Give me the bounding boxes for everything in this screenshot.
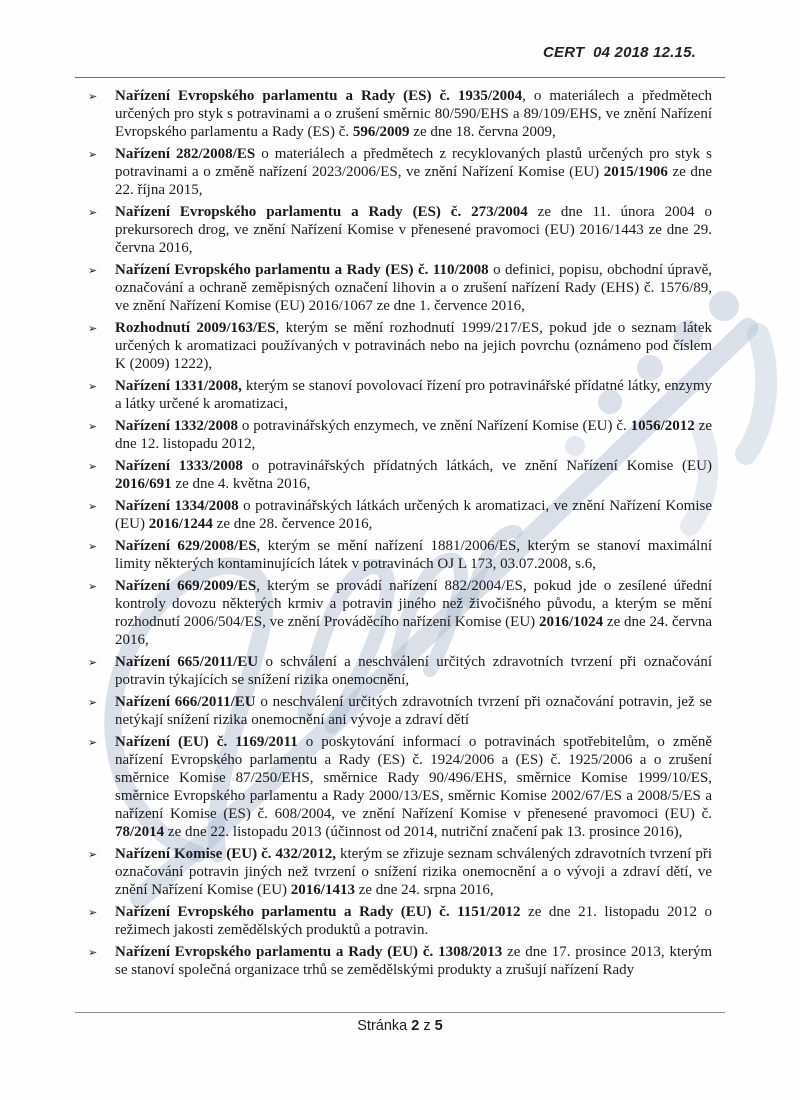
regulation-body-segment: o schválení a neschválení určitých zdravotních tvrzení při označování potravin týkajících se snížení rizika onemocnění, (115, 654, 713, 688)
document-body (88, 87, 712, 983)
arrow-bullet-icon: ➢ (88, 460, 98, 473)
arrow-bullet-icon: ➢ (88, 500, 98, 513)
regulation-body-segment: ze dne 18. června 2009, (409, 124, 556, 140)
regulation-title-segment: Nařízení 669/2009/ES (115, 578, 257, 594)
regulation-text (115, 693, 712, 729)
regulation-body-segment: ze dne 12. listopadu 2012, (115, 418, 712, 452)
list-item (88, 87, 712, 141)
arrow-bullet-icon: ➢ (88, 848, 98, 861)
regulation-list (88, 87, 712, 979)
regulation-body-segment: o potravinářských přídatných látkách, ve znění Nařízení Komise (EU) (242, 458, 713, 474)
regulation-body-segment: ze dne 24. srpna 2016, (354, 882, 494, 898)
regulation-text (115, 417, 712, 453)
regulation-body-segment: ze dne 24. června 2016, (115, 614, 712, 648)
regulation-text (115, 203, 712, 257)
arrow-bullet-icon: ➢ (88, 322, 98, 335)
regulation-body-segment: ze dne 17. prosince 2013, kterým se stanoví společná organizace trhů se zemědělskými produkty a zrušují nařízení Rady (115, 944, 712, 978)
regulation-text (115, 497, 712, 533)
regulation-body-segment: o potravinářských látkách určených k aromatizaci, ve znění Nařízení Komise (EU) (115, 498, 712, 532)
regulation-body-segment: o potravinářských enzymech, ve znění Nařízení Komise (EU) č. (238, 418, 631, 434)
arrow-bullet-icon: ➢ (88, 420, 98, 433)
arrow-bullet-icon: ➢ (88, 206, 98, 219)
regulation-body-segment: ze dne 11. února 2004 o prekursorech drog, ve znění Nařízení Komise v přenesené pravomoci (EU) 2016/1443 ze dne 29. června 2016, (115, 204, 712, 256)
arrow-bullet-icon: ➢ (88, 540, 98, 553)
list-item (88, 693, 712, 729)
arrow-bullet-icon: ➢ (88, 90, 98, 103)
regulation-text (115, 943, 712, 979)
regulation-title-segment: Nařízení 1331/2008, (115, 378, 242, 394)
regulation-text (115, 457, 712, 493)
regulation-title-segment: Nařízení Evropského parlamentu a Rady (EU) č. 1151/2012 (115, 904, 521, 920)
footer-page-label: Stránka (357, 1018, 412, 1034)
regulation-body-segment: , o materiálech a předmětech určených pro styk s potravinami a o zrušení směrnic 80/590/EHS a 89/109/EHS, ve znění Nařízení Evropského parlamentu a Rady (ES) č. (115, 88, 712, 140)
arrow-bullet-icon: ➢ (88, 580, 98, 593)
regulation-text (115, 653, 712, 689)
regulation-body-segment: kterým se stanoví povolovací řízení pro potravinářské přídatné látky, enzymy a látky určené k aromatizaci, (115, 378, 713, 412)
list-item (88, 653, 712, 689)
regulation-title-segment: Nařízení Evropského parlamentu a Rady (EU) č. 1308/2013 (115, 944, 503, 960)
list-item (88, 145, 712, 199)
regulation-title-segment: Nařízení (EU) č. 1169/2011 (115, 734, 298, 750)
regulation-text (115, 845, 712, 899)
regulation-title-segment: 2016/691 (115, 476, 172, 492)
regulation-title-segment: Nařízení Komise (EU) č. 432/2012, (115, 846, 336, 862)
regulation-text (115, 537, 712, 573)
regulation-title-segment: 2016/1024 (538, 614, 604, 630)
regulation-text (115, 145, 712, 199)
arrow-bullet-icon: ➢ (88, 656, 98, 669)
list-item (88, 417, 712, 453)
regulation-body-segment: ze dne 21. listopadu 2012 o režimech jakosti zemědělských produktů a potravin. (115, 904, 712, 938)
regulation-body-segment: ze dne 4. května 2016, (171, 476, 311, 492)
regulation-text (115, 733, 712, 841)
header-divider (75, 77, 725, 78)
arrow-bullet-icon: ➢ (88, 736, 98, 749)
regulation-body-segment: , kterým se mění nařízení 1881/2006/ES, kterým se stanoví maximální limity některých kontaminujících látek v potravinách OJ L 173, 03.07.2008, s.6, (115, 538, 712, 572)
list-item (88, 733, 712, 841)
regulation-text (115, 377, 712, 413)
list-item (88, 577, 712, 649)
regulation-text (115, 903, 712, 939)
list-item (88, 943, 712, 979)
footer-divider (75, 1012, 725, 1013)
list-item (88, 845, 712, 899)
list-item (88, 903, 712, 939)
regulation-title-segment: Nařízení 666/2011/EU (115, 694, 256, 710)
regulation-title-segment: 78/2014 (115, 824, 165, 840)
footer-current-page: 2 (411, 1018, 420, 1034)
regulation-body-segment: ze dne 28. července 2016, (212, 516, 373, 532)
regulation-body-segment: ze dne 22. listopadu 2013 (účinnost od 2014, nutriční značení pak 13. prosince 2016), (164, 824, 683, 840)
regulation-body-segment: o definici, popisu, obchodní úpravě, označování a ochraně zeměpisných označení lihovin a o zrušení nařízení Rady (EHS) č. 1576/89, ve znění Nařízení Komise (EU) 2016/1067 ze dne 1. července 2016, (115, 262, 712, 314)
regulation-text (115, 577, 712, 649)
arrow-bullet-icon: ➢ (88, 906, 98, 919)
regulation-body-segment: o materiálech a předmětech z recyklovaných plastů určených pro styk s potravinami a o změně nařízení 2023/2006/ES, ve znění Nařízení Komise (EU) (115, 146, 712, 180)
regulation-body-segment: o neschválení určitých zdravotních tvrzení při označování potravin, jež se netýkají snížení rizika onemocnění ani vývoje a zdraví dětí (115, 694, 712, 728)
list-item (88, 457, 712, 493)
regulation-body-segment: , kterým se provádí nařízení 882/2004/ES, pokud jde o zesílené úřední kontroly dovozu některých krmiv a potravin jiného než živočišného původu, a kterým se mění rozhodnutí 2006/504/ES, ve znění Prováděcího nařízení Komise (EU) (115, 578, 712, 630)
regulation-title-segment: Nařízení 1333/2008 (115, 458, 243, 474)
regulation-text (115, 319, 712, 373)
regulation-body-segment: kterým se zřizuje seznam schválených zdravotních tvrzení při označování potravin jiných než tvrzení o snížení rizika onemocnění a o vývoji a zdraví dětí, ve znění Nařízení Komise (EU) (115, 846, 712, 898)
footer-total-pages: 5 (434, 1018, 443, 1034)
arrow-bullet-icon: ➢ (88, 696, 98, 709)
regulation-body-segment: ze dne 22. října 2015, (115, 164, 712, 198)
regulation-title-segment: 596/2009 (352, 124, 410, 140)
arrow-bullet-icon: ➢ (88, 148, 98, 161)
footer-of-label: z (419, 1018, 435, 1034)
list-item (88, 497, 712, 533)
arrow-bullet-icon: ➢ (88, 264, 98, 277)
regulation-body-segment: , kterým se mění rozhodnutí 1999/217/ES, pokud jde o seznam látek určených k aromatizaci používaných v potravinách nebo na jejich povrchu (oznámeno pod číslem K (2009) 1222), (115, 320, 712, 372)
regulation-title-segment: Rozhodnutí 2009/163/ES (115, 320, 276, 336)
document-code: CERT 04 2018 12.15. (543, 44, 696, 61)
list-item (88, 203, 712, 257)
list-item (88, 261, 712, 315)
page-number-footer (0, 1018, 800, 1034)
regulation-title-segment: 2016/1244 (148, 516, 213, 532)
list-item (88, 319, 712, 373)
arrow-bullet-icon: ➢ (88, 946, 98, 959)
regulation-text (115, 87, 712, 141)
regulation-title-segment: Nařízení Evropského parlamentu a Rady (ES) č. 110/2008 (115, 262, 489, 278)
regulation-title-segment: 1056/2012 (630, 418, 695, 434)
regulation-title-segment: Nařízení 629/2008/ES (115, 538, 257, 554)
regulation-title-segment: Nařízení Evropského parlamentu a Rady (ES) č. 1935/2004 (115, 88, 523, 104)
regulation-title-segment: Nařízení 282/2008/ES (115, 146, 256, 162)
regulation-title-segment: Nařízení 665/2011/EU (115, 654, 259, 670)
regulation-title-segment: 2015/1906 (603, 164, 668, 180)
regulation-title-segment: Nařízení Evropského parlamentu a Rady (ES) č. 273/2004 (115, 204, 528, 220)
regulation-text (115, 261, 712, 315)
regulation-body-segment: o poskytování informací o potravinách spotřebitelům, o změně nařízení Evropského parlamentu a Rady (ES) č. 1924/2006 a (ES) č. 1925/2006 a o zrušení směrnice Komise 87/250/EHS, směrnice Rady 90/496/EHS, směrnice Komise 1999/10/ES, směrnice Evropského parlamentu a Rady 2000/13/ES, směrnic Komise 2002/67/ES a 2008/5/ES a nařízení Komise (ES) č. 608/2004, ve znění Nařízení Komise v přenesené pravomoci (EU) č. (115, 734, 712, 822)
list-item (88, 537, 712, 573)
list-item (88, 377, 712, 413)
arrow-bullet-icon: ➢ (88, 380, 98, 393)
regulation-title-segment: Nařízení 1332/2008 (115, 418, 239, 434)
regulation-title-segment: 2016/1413 (290, 882, 355, 898)
regulation-title-segment: Nařízení 1334/2008 (115, 498, 239, 514)
